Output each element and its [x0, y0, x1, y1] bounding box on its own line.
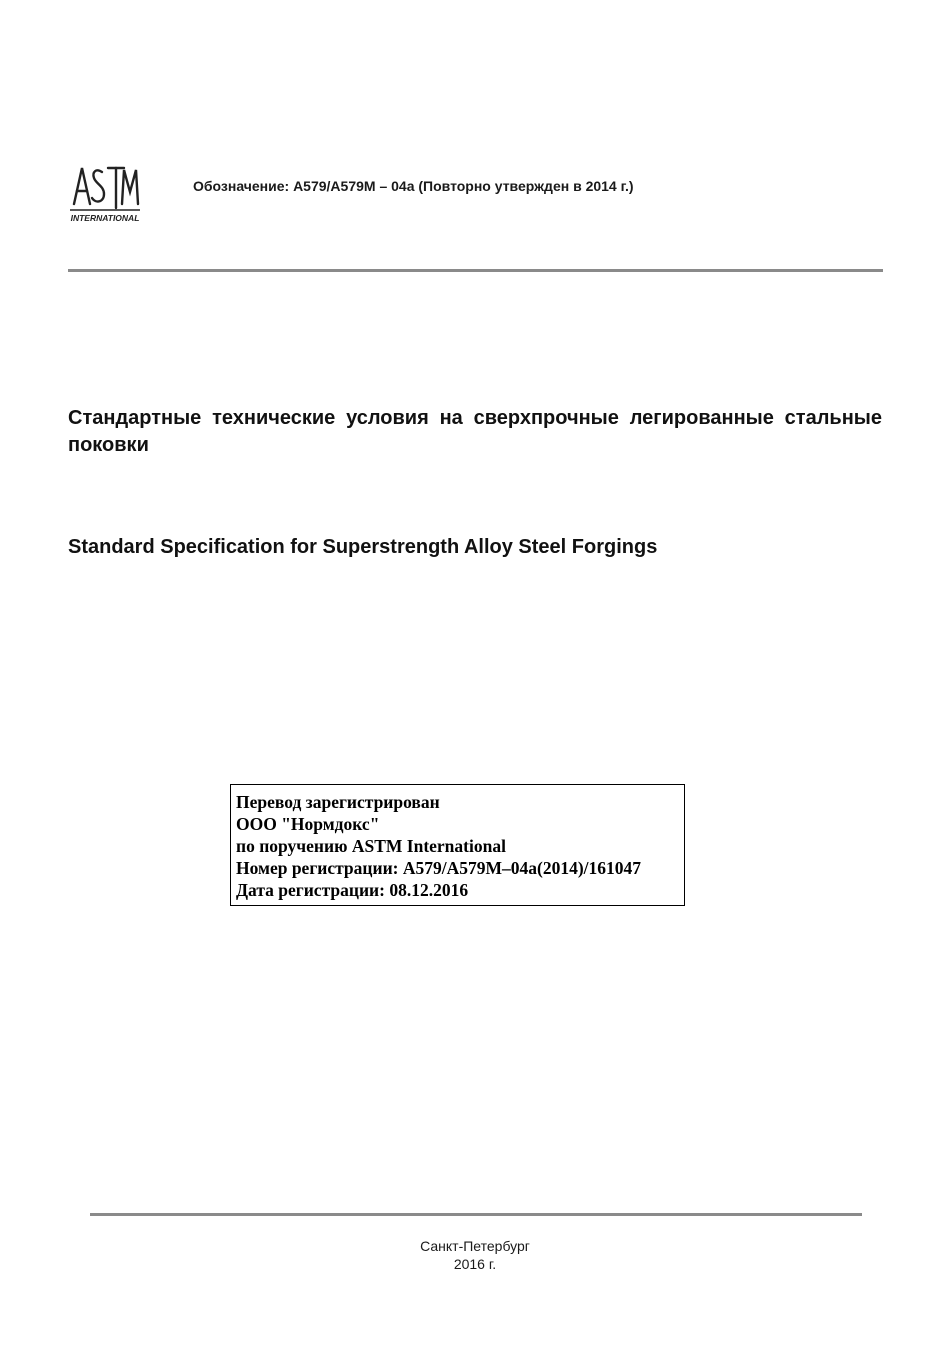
- footer-year: 2016 г.: [453, 1256, 497, 1272]
- registration-line-date: Дата регистрации: 08.12.2016: [236, 880, 469, 900]
- document-designation: Обозначение: A579/A579M – 04a (Повторно утвержден в 2014 г.): [193, 178, 634, 194]
- registration-line-translated: Перевод зарегистрирован: [236, 792, 440, 812]
- astm-logo-icon: [66, 158, 144, 228]
- footer: [0, 1237, 950, 1273]
- registration-line-commission: по поручению ASTM International: [236, 836, 506, 856]
- footer-city: Санкт-Петербург: [420, 1238, 530, 1254]
- registration-line-number: Номер регистрации: A579/A579M–04a(2014)/161047: [236, 858, 642, 878]
- header-divider: [68, 269, 883, 272]
- logo-subtext: INTERNATIONAL: [70, 213, 140, 223]
- registration-box: [230, 784, 685, 906]
- astm-logo: [66, 158, 144, 228]
- registration-line-company: ООО "Нормдокс": [236, 814, 380, 834]
- title-english: Standard Specification for Superstrength Alloy Steel Forgings: [68, 536, 658, 558]
- title-russian: Стандартные технические условия на сверхпрочные легированные стальные поковки: [68, 407, 882, 456]
- footer-divider: [90, 1213, 862, 1216]
